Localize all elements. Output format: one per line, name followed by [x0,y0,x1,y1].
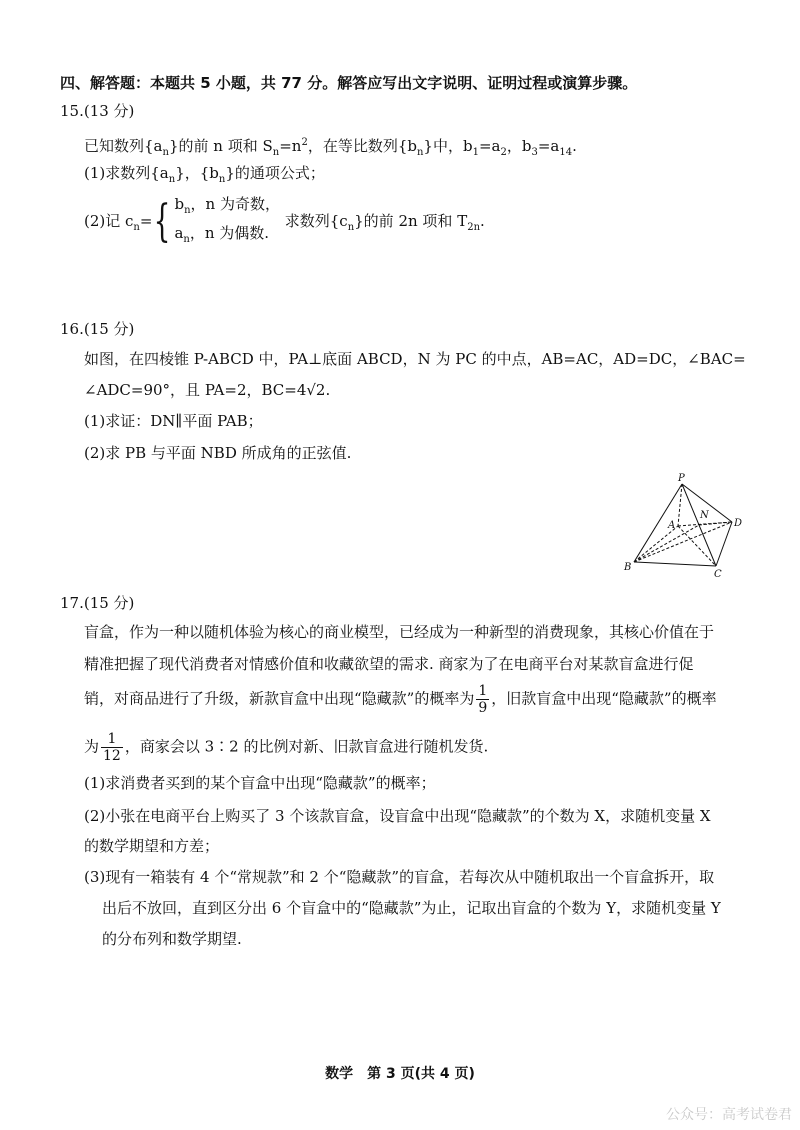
fraction-new: $\frac{1}{9}$ [478,683,488,716]
q17-line2: 精准把握了现代消费者对情感价值和收藏欲望的需求. 商家为了在电商平台对某款盲盒进行促 [84,655,694,673]
label-N: N [700,510,709,521]
q15-part2: (2)记 $c_n=${ $b_n$，n 为奇数， $a_n$，n 为偶数. 求数列$\{c_n\}$的前 2n 项和 $T_{2n}$. [84,193,485,251]
pyramid-figure [620,470,750,580]
q16-number: 16.(15 分) [60,320,135,338]
q16-line1: 如图，在四棱锥 P-ABCD 中，PA⊥底面 ABCD，N 为 PC 的中点，AB=AC，AD=DC，∠BAC= [84,350,746,368]
section-header: 四、解答题：本题共 5 小题，共 77 分。解答应写出文字说明、证明过程或演算步骤。 [60,74,638,92]
label-A: A [668,520,676,531]
label-P: P [678,473,685,484]
q15-part1: (1)求数列$\{a_n\}$，$\{b_n\}$的通项公式； [84,164,325,185]
q17-part3b: 出后不放回，直到区分出 6 个盲盒中的“隐藏款”为止，记取出盲盒的个数为 Y，求随机变量 Y [102,899,721,917]
label-D: D [734,518,743,529]
piecewise-cases: $b_n$，n 为奇数， $a_n$，n 为偶数. [174,195,280,245]
q16-line2: ∠ADC=90°，且 PA=2，BC=4√2. [84,381,331,399]
q16-part2: (2)求 PB 与平面 NBD 所成角的正弦值. [84,444,352,462]
page-footer: 数学 第 3 页(共 4 页) [325,1066,475,1082]
q16-part1: (1)求证：DN∥平面 PAB； [84,412,263,430]
q15-number: 15.(13 分) [60,102,135,120]
fraction-old: $\frac{1}{12}$ [103,731,121,764]
q17-line1: 盲盒，作为一种以随机体验为核心的商业模型，已经成为一种新型的消费现象，其核心价值在于 [84,623,715,641]
q17-part3c: 的分布列和数学期望. [102,930,242,948]
q17-part2b: 的数学期望和方差； [84,837,220,855]
watermark: 公众号：高考试卷君 [666,1107,792,1123]
left-brace: { [154,196,171,247]
q17-line3: 销，对商品进行了升级，新款盲盒中出现“隐藏款”的概率为 $\frac{1}{9}$ ，旧款盲盒中出现“隐藏款”的概率 [84,683,717,716]
q17-number: 17.(15 分) [60,594,135,612]
label-C: C [714,569,722,580]
q17-part2a: (2)小张在电商平台上购买了 3 个该款盲盒，设盲盒中出现“隐藏款”的个数为 X，求随机变量 X [84,807,711,825]
q17-part1: (1)求消费者买到的某个盲盒中出现“隐藏款”的概率； [84,774,436,792]
q17-line4: 为 $\frac{1}{12}$ ，商家会以 3∶2 的比例对新、旧款盲盒进行随机发货. [84,731,489,764]
label-B: B [624,562,632,573]
q17-part3a: (3)现有一箱装有 4 个“常规款”和 2 个“隐藏款”的盲盒，若每次从中随机取出一个盲盒拆开，取 [84,868,715,886]
q15-stem: 已知数列$\{a_n\}$的前 n 项和 $S_n=n^2$，在等比数列$\{b_n\}$中，$b_1=a_2$，$b_3=a_{14}$. [84,137,577,158]
